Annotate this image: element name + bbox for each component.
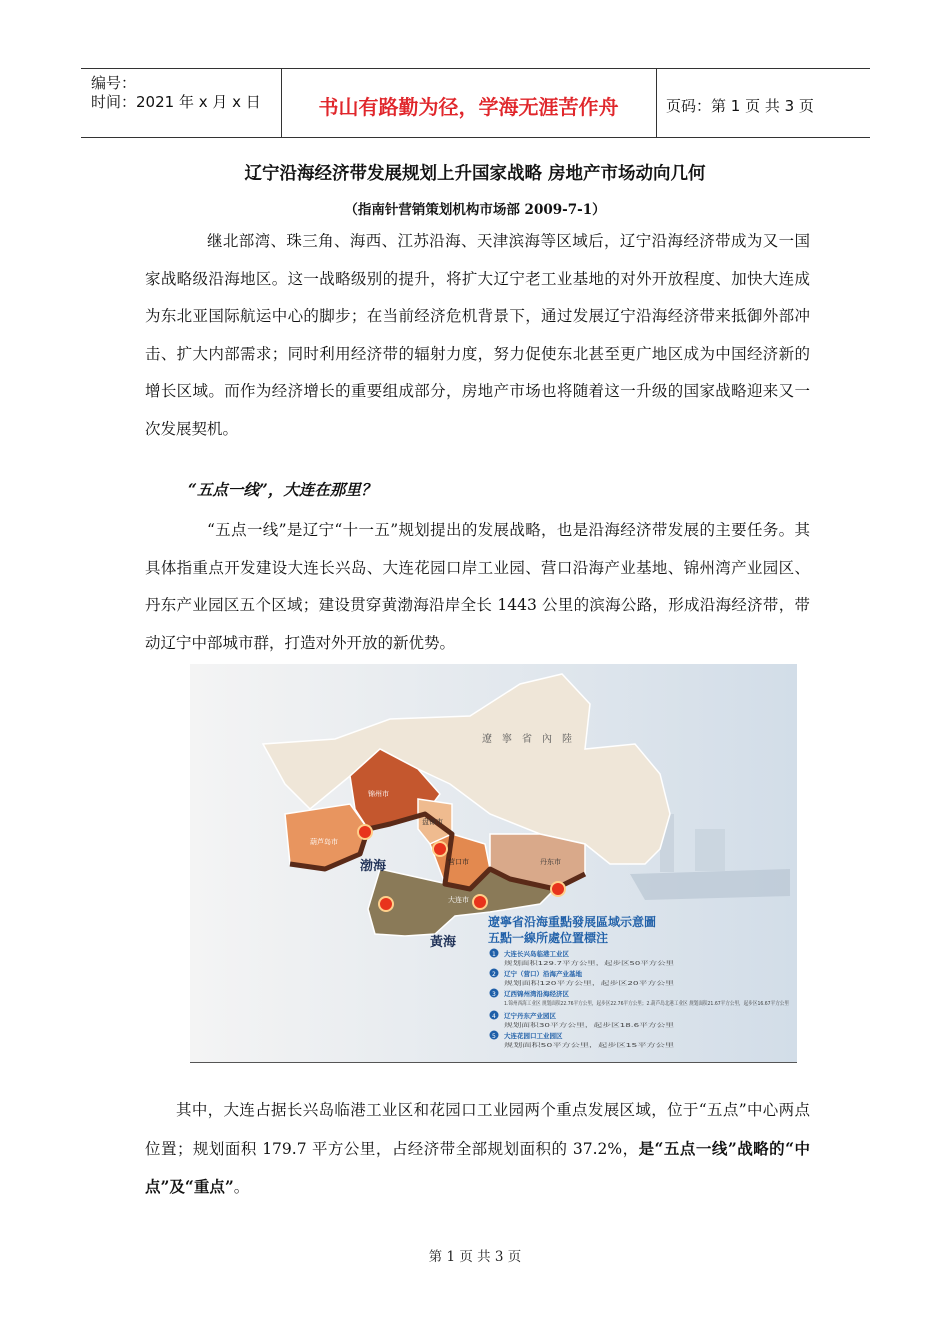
city-label-panjin: 盘锦市 — [422, 818, 443, 826]
point-yingkou — [433, 842, 447, 856]
header-right-cell — [656, 69, 870, 137]
legend-number: 2 — [492, 971, 496, 978]
legend-item-name: 辽宁丹东产业园区 — [504, 1012, 556, 1020]
header-motto-cell — [281, 69, 657, 137]
time-label: 时间：2021 年 x 月 x 日 — [91, 93, 261, 111]
legend-item-detail: 规划面积129.7平方公里，起步区50平方公里 — [504, 961, 615, 967]
paragraph-intro: 继北部湾、珠三角、海西、江苏沿海、天津滨海等区域后，辽宁沿海经济带成为又一国家战略级沿海地区。这一战略级别的提升，将扩大辽宁老工业基地的对外开放程度、加快大连成为东北亚国际航运中心的脚步；在当前经济危机背景下，通过发展辽宁沿海经济带来抵御外部冲击、扩大内部需求；同时利用经济带的辐射力度，努力促使东北甚至更广地区成为中国经济新的增长区域。而作为经济增长的重要组成部分，房地产市场也将随着这一升级的国家战略迎来又一次发展契机。 — [145, 232, 810, 438]
legend-item-detail: 规划面积30平方公里，起步区18.6平方公里 — [504, 1023, 612, 1029]
legend-item-name: 辽宁（营口）沿海产业基地 — [504, 970, 582, 978]
section-heading: “五点一线”，大连在那里？ — [188, 480, 377, 499]
city-label-dandong: 丹东市 — [540, 858, 561, 866]
city-label-yingkou: 营口市 — [448, 858, 469, 866]
serial-label: 编号： — [91, 74, 137, 92]
bohai-label: 渤海 — [360, 859, 387, 874]
ship-cabin — [695, 829, 725, 871]
point-changxing — [379, 897, 393, 911]
paragraph-five-points: “五点一线”是辽宁“十一五”规划提出的发展战略，也是沿海经济带发展的主要任务。其具体指重点开发建设大连长兴岛、大连花园口岸工业园、营口沿海产业基地、锦州湾产业园区、丹东产业园区五个区域；建设贯穿黄渤海沿岸全长 1443 公里的滨海公路，形成沿海经济带，带动辽宁中部城市群，打造对外开放的新优势。 — [145, 521, 810, 652]
article-subtitle: （指南针营销策划机构市场部 2009-7-1） — [344, 202, 606, 218]
legend-item-name: 大连长兴岛临港工业区 — [504, 950, 569, 958]
legend-item-name: 辽西锦州湾沿海经济区 — [504, 990, 569, 998]
dalian-emphasis: 是“五点一线”战略的“中点”及“重点” — [145, 1138, 810, 1196]
city-label-huludao: 葫芦岛市 — [310, 838, 338, 846]
header-left-cell — [81, 69, 282, 137]
dalian-end: 。 — [233, 1178, 250, 1196]
point-huayuankou — [473, 895, 487, 909]
legend-title-1: 遼寧省沿海重點發展區域示意圖 — [488, 915, 657, 929]
paragraph-dalian — [145, 1092, 810, 1207]
map-graphic — [190, 664, 845, 1062]
page-footer: 第 1 页 共 3 页 — [428, 1249, 522, 1265]
legend-number: 4 — [492, 1013, 496, 1020]
legend-number: 5 — [492, 1033, 496, 1040]
legend-number: 3 — [492, 991, 496, 998]
inland-label: 遼寧省內陸 — [482, 734, 582, 745]
document-header — [81, 68, 870, 138]
ship-silhouette — [630, 869, 790, 900]
legend-title-2: 五點一線所處位置標注 — [488, 931, 609, 945]
point-jinzhou — [358, 825, 372, 839]
point-dandong — [551, 882, 565, 896]
legend-item-detail: 规划面积50平方公里，起步区15平方公里 — [504, 1043, 606, 1049]
city-label-dalian: 大连市 — [448, 896, 469, 904]
legend-number: 1 — [492, 951, 496, 958]
article-title: 辽宁沿海经济带发展规划上升国家战略 房地产市场动向几何 — [244, 164, 706, 184]
legend-item-detail: 1.锦州西海工业区 规划面积22.76平方公里，起步区22.76平方公里；2.葫芦岛北港工业区 规划面积21.67平方公里，起步区16.67平方公里 — [504, 1001, 845, 1007]
dalian-text: 其中，大连占据长兴岛临港工业区和花园口工业园两个重点发展区域，位于“五点”中心两点位置；规划面积 179.7 平方公里，占经济带全部规划面积的 37.2%， — [145, 1101, 810, 1158]
huanghai-label: 黃海 — [430, 935, 457, 950]
legend-item-name: 大连花园口工业园区 — [504, 1032, 563, 1040]
motto-text: 书山有路勤为径，学海无涯苦作舟 — [318, 95, 619, 119]
page-code: 页码：第 1 页 共 3 页 — [666, 97, 814, 115]
legend-item-detail: 规划面积120平方公里，起步区20平方公里 — [504, 981, 610, 987]
city-label-jinzhou: 锦州市 — [368, 790, 389, 798]
liaoning-coastal-map — [190, 664, 845, 1063]
